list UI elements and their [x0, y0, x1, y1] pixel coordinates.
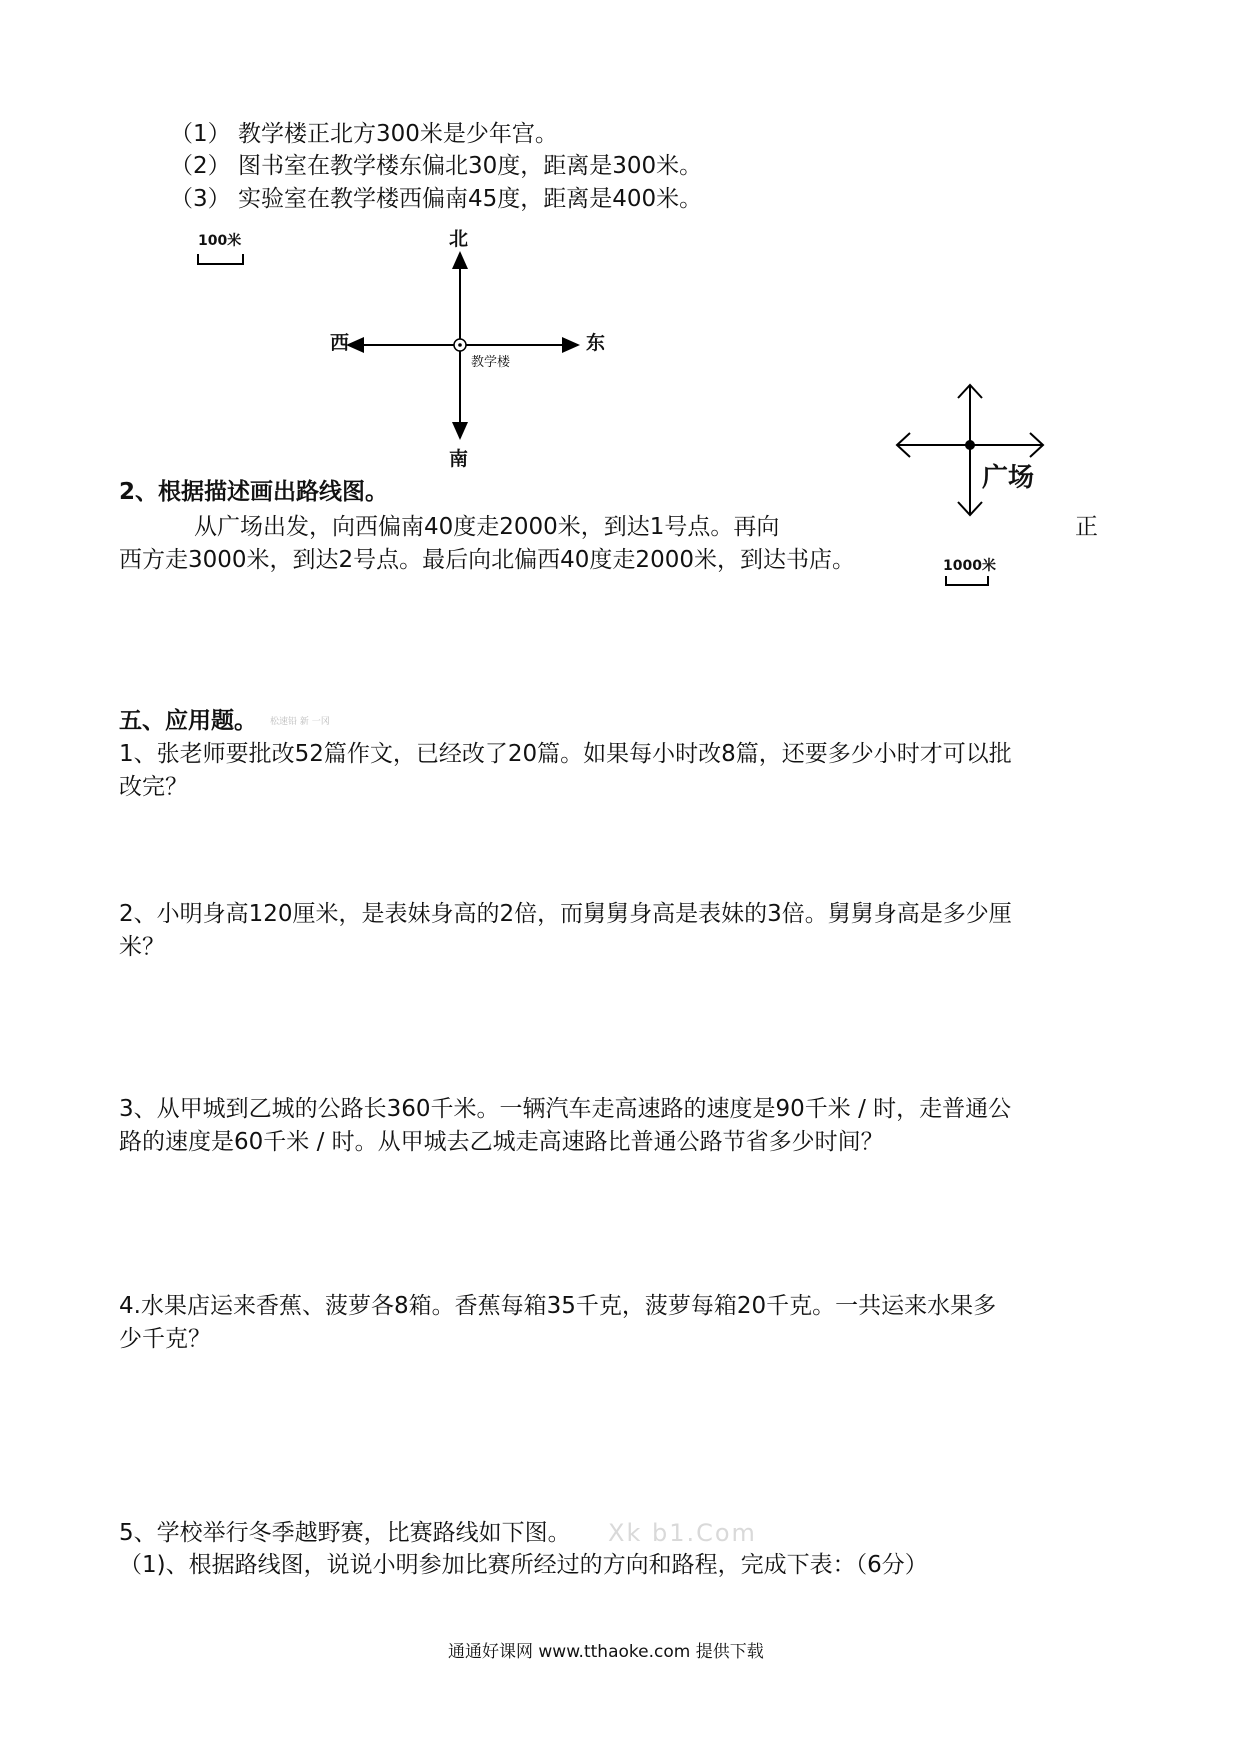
item-1: （1） 教学楼正北方300米是少年宫。 — [170, 121, 558, 147]
problem-3-line1: 3、从甲城到乙城的公路长360千米。一辆汽车走高速路的速度是90千米 / 时，走普通公 — [119, 1096, 1012, 1122]
scale-bar-1000m — [944, 574, 1004, 594]
problem-2-line1: 2、小明身高120厘米，是表妹身高的2倍，而舅舅身高是表妹的3倍。舅舅身高是多少厘 — [119, 901, 1012, 927]
section5-title: 五、应用题。 — [119, 708, 257, 734]
plaza-compass — [885, 380, 1065, 530]
compass-center-label: 教学楼 — [471, 355, 511, 370]
compass-east-label: 东 — [586, 332, 606, 354]
scale-label-1000m: 1000米 — [943, 558, 996, 574]
item-3: （3） 实验室在教学楼西偏南45度，距离是400米。 — [170, 186, 703, 212]
scale-bar-100m — [196, 252, 256, 272]
q2-line2: 西方走3000米，到达2号点。最后向北偏西40度走2000米，到达书店。 — [119, 547, 855, 573]
problem-5-line1: 5、学校举行冬季越野赛，比赛路线如下图。 — [119, 1520, 571, 1546]
plaza-label: 广场 — [982, 463, 1035, 493]
q2-line1: 从广场出发，向西偏南40度走2000米，到达1号点。再向 — [194, 514, 780, 540]
scale-label-100m: 100米 — [198, 233, 242, 249]
footer: 通通好课网 www.tthaoke.com 提供下载 — [448, 1642, 764, 1662]
q2-title: 2、根据描述画出路线图。 — [119, 479, 389, 505]
problem-1-line1: 1、张老师要批改52篇作文，已经改了20篇。如果每小时改8篇，还要多少小时才可以批 — [119, 741, 1012, 767]
problem-4-line1: 4.水果店运来香蕉、菠萝各8箱。香蕉每箱35千克，菠萝每箱20千克。一共运来水果多 — [119, 1293, 997, 1319]
problem-4-line2: 少千克？ — [119, 1326, 211, 1352]
problem-5-line2: （1)、根据路线图，说说小明参加比赛所经过的方向和路程，完成下表：（6分） — [119, 1552, 928, 1578]
problem-1-line2: 改完？ — [119, 774, 188, 800]
problem-3-line2: 路的速度是60千米 / 时。从甲城去乙城走高速路比普通公路节省多少时间？ — [119, 1129, 884, 1155]
watermark: Xk b1.Com — [608, 1519, 757, 1547]
problem-2-line2: 米？ — [119, 934, 165, 960]
faint-mark: 松速铅 新 一冈 — [270, 717, 330, 727]
item-2: （2） 图书室在教学楼东偏北30度，距离是300米。 — [170, 153, 703, 179]
compass-south-label: 南 — [449, 448, 469, 470]
compass-north-label: 北 — [449, 228, 469, 250]
compass-west-label: 西 — [330, 332, 350, 354]
q2-line1-right: 正 — [1075, 514, 1098, 540]
